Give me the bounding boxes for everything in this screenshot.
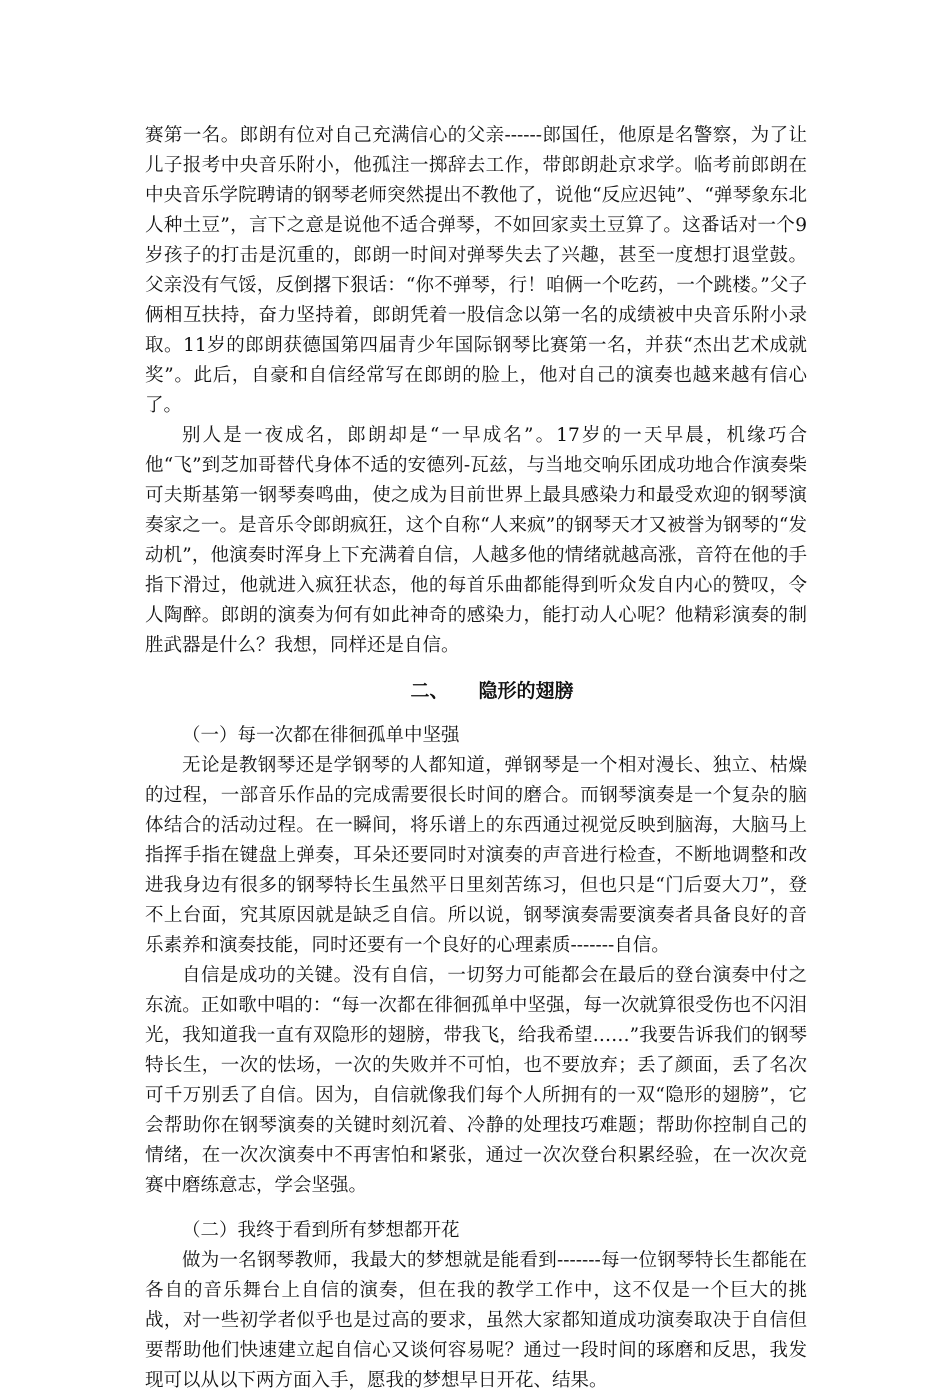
paragraph-lang-lang-father: 赛第一名。郎朗有位对自己充满信心的父亲------郎国任，他原是名警察，为了让儿子报考中央音乐附小，他孤注一掷辞去工作，带郎朗赴京求学。临考前郎朗在中央音乐学院聘请的钢琴老师突然提出不教他了，说他“反应迟钝”、“弹琴象东北人种土豆”，言下之意是说他不适合弹琴，不如回家卖土豆算了。这番话对一个9岁孩子的打击是沉重的，郎朗一时间对弹琴失去了兴趣，甚至一度想打退堂鼓。父亲没有气馁，反倒撂下狠话：“你不弹琴，行！咱俩一个吃药，一个跳楼。”父子俩相互扶持，奋力坚持着，郎朗凭着一股信念以第一名的成绩被中央音乐附小录取。11岁的郎朗获德国第四届青少年国际钢琴比赛第一名，并获“杰出艺术成就奖”。此后，自豪和自信经常写在郎朗的脸上，他对自己的演奏也越来越有信心了。 <box>145 125 807 416</box>
section-number: 二、 <box>410 680 449 702</box>
paragraph-overnight-fame: 别人是一夜成名，郎朗却是“一早成名”。17岁的一天早晨，机缘巧合他“飞”到芝加哥替代身体不适的安德列-瓦兹，与当地交响乐团成功地合作演奏柴可夫斯基第一钢琴奏鸣曲，使之成为目前世界上最具感染力和最受欢迎的钢琴演奏家之一。是音乐令郎朗疯狂，这个自称“人来疯”的钢琴天才又被誉为钢琴的“发动机”，他演奏时浑身上下充满着自信，人越多他的情绪就越高涨，音符在他的手指下滑过，他就进入疯狂状态，他的每首乐曲都能得到听众发自内心的赞叹，令人陶醉。郎朗的演奏为何有如此神奇的感染力，能打动人心呢？他精彩演奏的制胜武器是什么？我想，同样还是自信。 <box>145 425 807 656</box>
subsection-heading-2: （二）我终于看到所有梦想都开花 <box>182 1220 460 1241</box>
paragraph-piano-process: 无论是教钢琴还是学钢琴的人都知道，弹钢琴是一个相对漫长、独立、枯燥的过程，一部音乐作品的完成需要很长时间的磨合。而钢琴演奏是一个复杂的脑体结合的活动过程。在一瞬间，将乐谱上的东西通过视觉反映到脑海，大脑马上指挥手指在键盘上弹奏，耳朵还要同时对演奏的声音进行检查，不断地调整和改进我身边有很多的钢琴特长生虽然平日里刻苦练习，但也只是“门后耍大刀”，登不上台面，究其原因就是缺乏自信。所以说，钢琴演奏需要演奏者具备良好的音乐素养和演奏技能，同时还要有一个良好的心理素质-------自信。 <box>145 755 807 956</box>
section-title: 隐形的翅膀 <box>478 680 574 702</box>
paragraph-teacher-dream: 做为一名钢琴教师，我最大的梦想就是能看到-------每一位钢琴特长生都能在各自的音乐舞台上自信的演奏，但在我的教学工作中，这不仅是一个巨大的挑战，对一些初学者似乎也是过高的要求，虽然大家都知道成功演奏取决于自信但要帮助他们快速建立起自信心又谈何容易呢？通过一段时间的琢磨和反思，我发现可以从以下两方面入手，愿我的梦想早日开花、结果。 <box>145 1250 807 1391</box>
subsection-heading-1: （一）每一次都在徘徊孤单中坚强 <box>182 725 460 746</box>
paragraph-spacer <box>145 1201 807 1216</box>
section-heading <box>145 676 807 721</box>
document-body <box>145 121 807 1396</box>
paragraph-confidence-key: 自信是成功的关键。没有自信，一切努力可能都会在最后的登台演奏中付之东流。正如歌中唱的：“每一次都在徘徊孤单中坚强，每一次就算很受伤也不闪泪光，我知道我一直有双隐形的翅膀，带我飞，给我希望……”我要告诉我们的钢琴特长生，一次的怯场，一次的失败并不可怕，也不要放弃；丢了颜面，丢了名次可千万别丢了自信。因为，自信就像我们每个人所拥有的一双“隐形的翅膀”，它会帮助你在钢琴演奏的关键时刻沉着、冷静的处理技巧难题；帮助你控制自己的情绪，在一次次演奏中不再害怕和紧张，通过一次次登台积累经验，在一次次竞赛中磨练意志，学会坚强。 <box>145 965 807 1196</box>
